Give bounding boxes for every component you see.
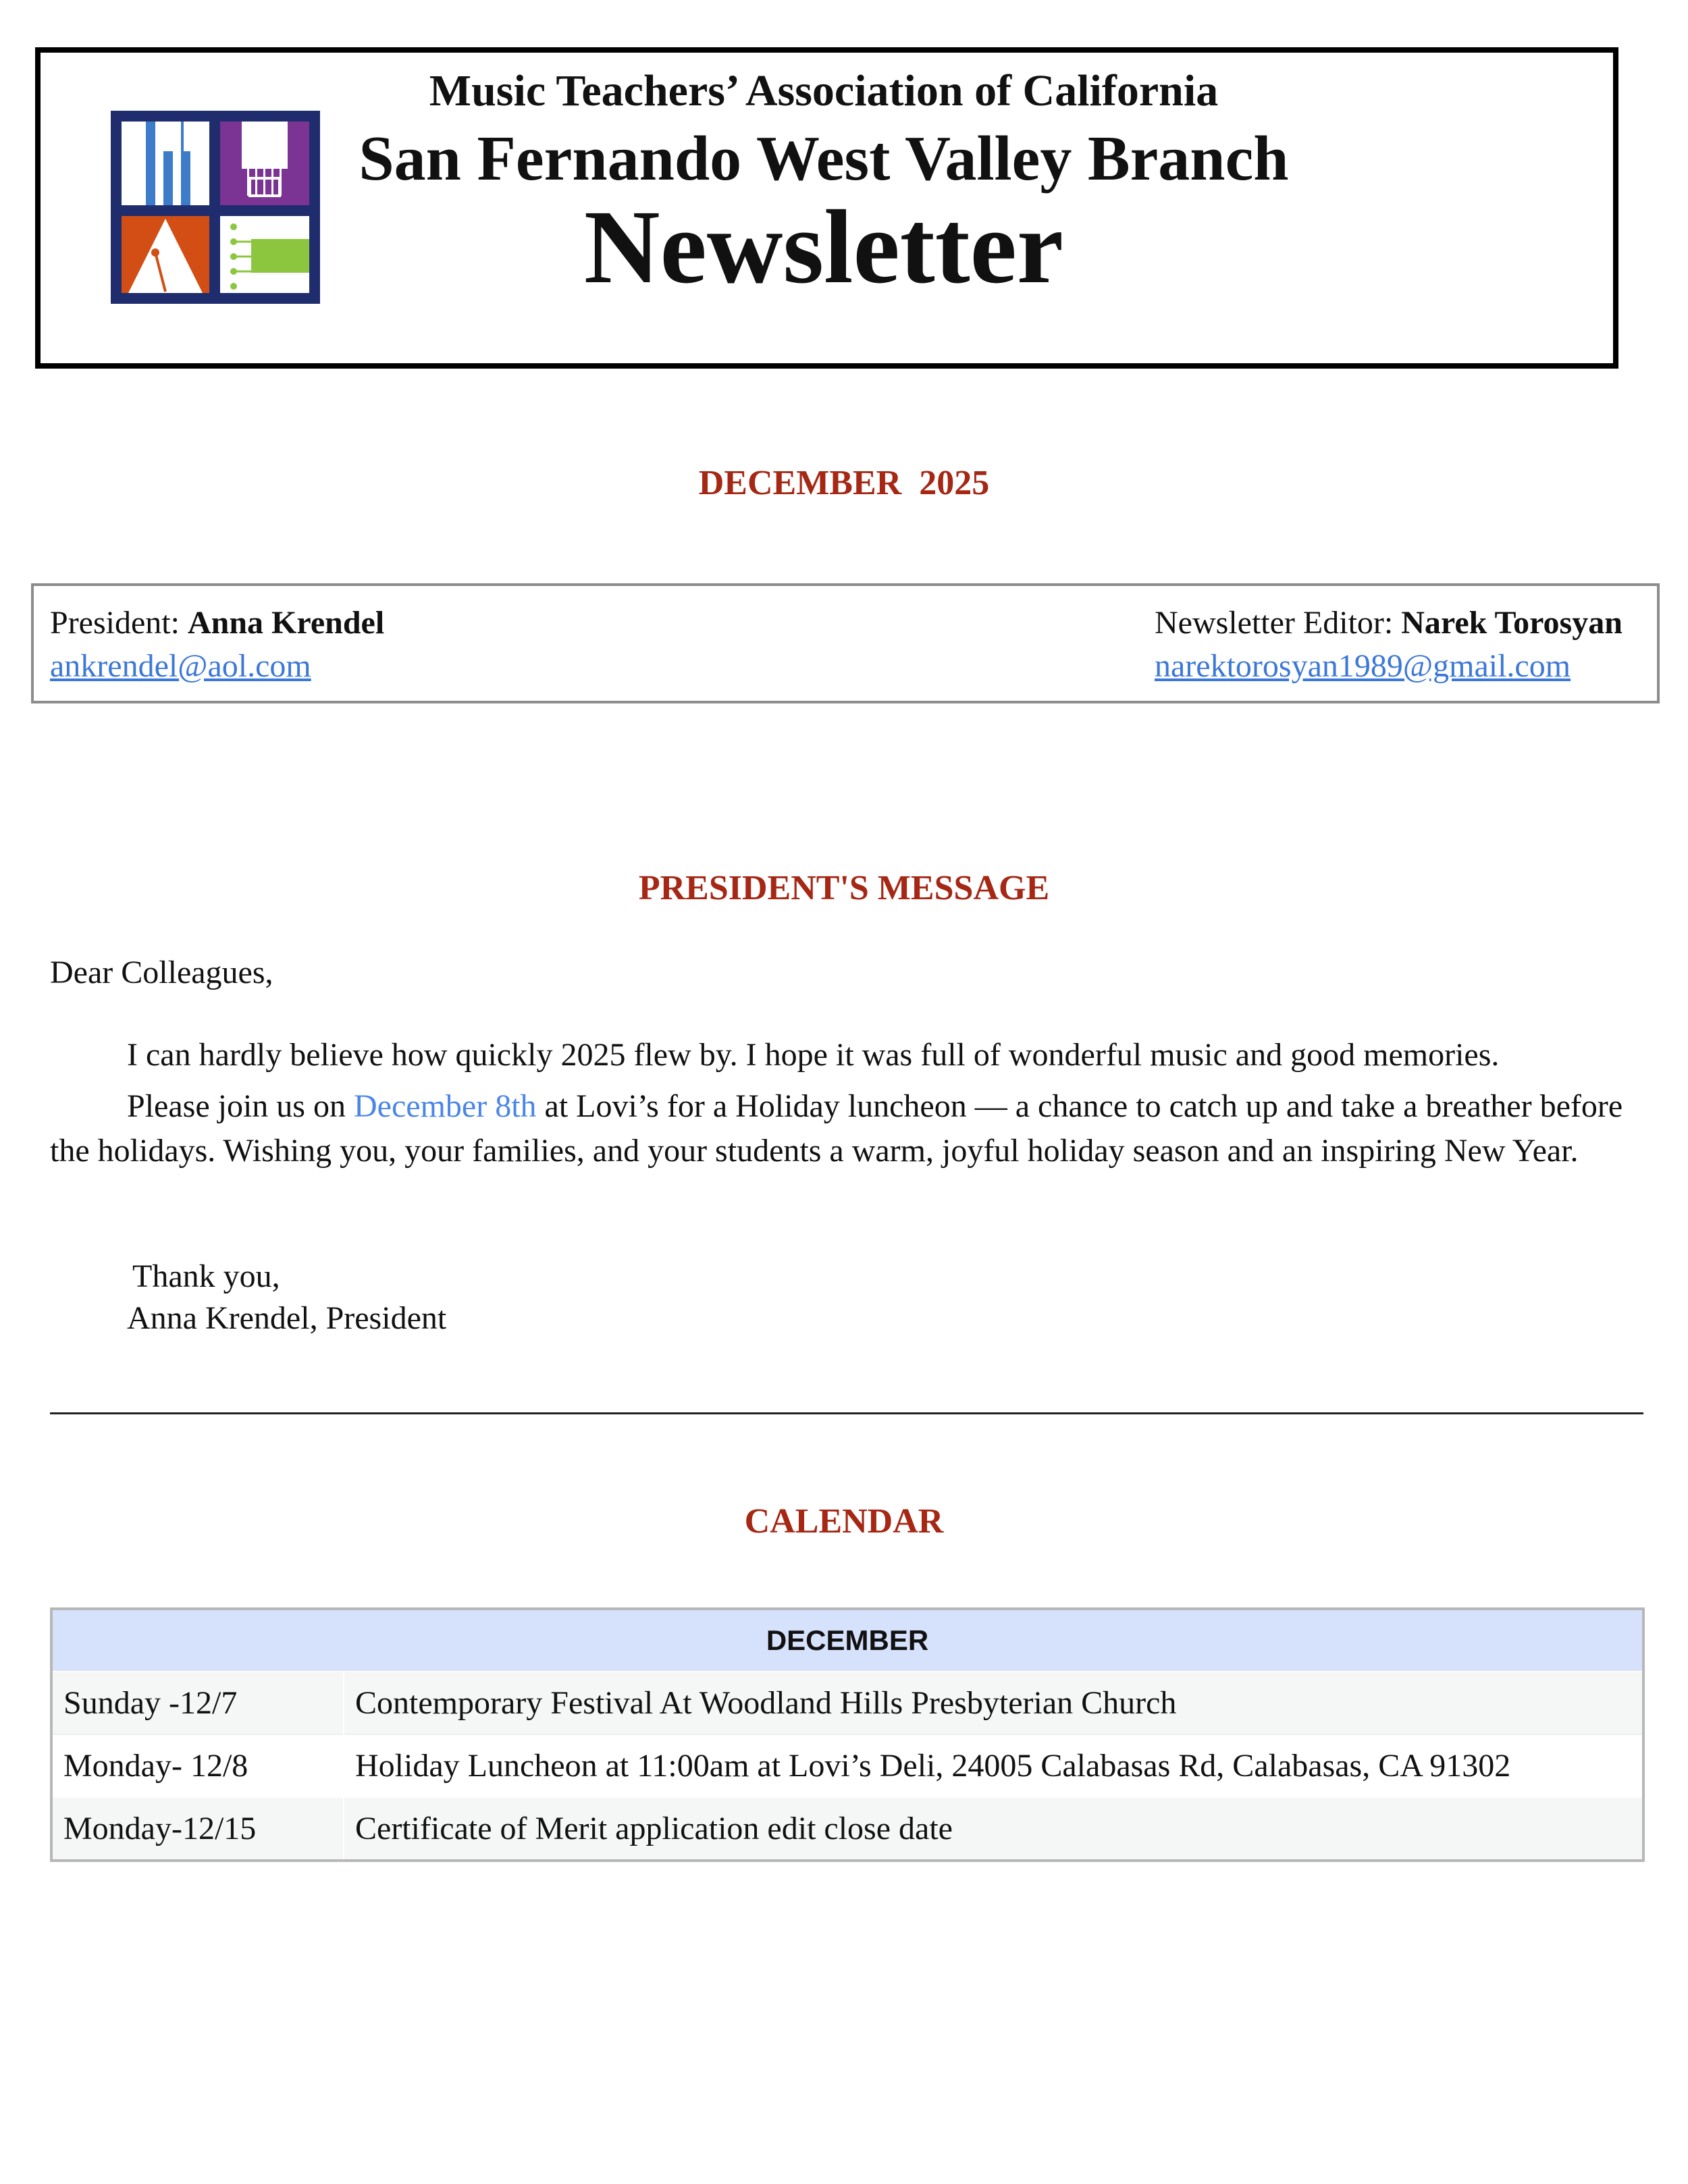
editor-label: Newsletter Editor: bbox=[1155, 605, 1394, 641]
table-row bbox=[51, 1797, 1643, 1861]
luncheon-date-highlight: December 8th bbox=[353, 1088, 537, 1124]
branch-name: San Fernando West Valley Branch bbox=[359, 124, 1289, 194]
presidents-message-heading: PRESIDENT'S MESSAGE bbox=[638, 869, 1050, 907]
event-description: Certificate of Merit application edit close date bbox=[344, 1797, 1643, 1861]
table-row bbox=[51, 1672, 1643, 1734]
paragraph-2-end: at Lovi’s for a Holiday luncheon — a chance to catch up and take a breather before the holidays. Wishing you, your families, and your students a warm, joyful holiday season and an inspiring New Year. bbox=[50, 1088, 1623, 1169]
date-heading: DECEMBER 2025 bbox=[698, 464, 990, 502]
event-day: Monday-12/15 bbox=[51, 1797, 344, 1861]
editor-name: Narek Torosyan bbox=[1401, 605, 1623, 641]
message-paragraph-1: I can hardly believe how quickly 2025 flew by. I hope it was full of wonderful music and good memories. bbox=[127, 1037, 1500, 1073]
president-name: Anna Krendel bbox=[187, 605, 385, 641]
editor-contact bbox=[1155, 602, 1623, 644]
newsletter-title: Newsletter bbox=[583, 188, 1064, 305]
salutation: Dear Colleagues, bbox=[50, 955, 273, 990]
event-day: Sunday -12/7 bbox=[51, 1672, 344, 1734]
org-name: Music Teachers’ Association of California bbox=[429, 66, 1219, 115]
calendar-header-row bbox=[51, 1609, 1643, 1672]
president-email-link[interactable]: ankrendel@aol.com bbox=[50, 648, 311, 684]
table-row bbox=[51, 1734, 1643, 1797]
event-day: Monday- 12/8 bbox=[51, 1734, 344, 1797]
signature: Anna Krendel, President bbox=[127, 1300, 447, 1336]
section-divider bbox=[50, 1412, 1643, 1414]
president-contact bbox=[50, 602, 384, 644]
closing: Thank you, bbox=[132, 1258, 280, 1294]
president-label: President: bbox=[50, 605, 180, 641]
editor-email-link[interactable]: narektorosyan1989@gmail.com bbox=[1155, 648, 1571, 684]
event-description: Contemporary Festival At Woodland Hills Presbyterian Church bbox=[344, 1672, 1643, 1734]
mtac-logo bbox=[111, 111, 320, 304]
calendar-heading: CALENDAR bbox=[744, 1502, 944, 1541]
paragraph-2-start: Please join us on bbox=[127, 1088, 354, 1124]
calendar-table bbox=[50, 1607, 1645, 1862]
message-paragraph-2 bbox=[50, 1084, 1643, 1173]
event-description: Holiday Luncheon at 11:00am at Lovi’s Deli, 24005 Calabasas Rd, Calabasas, CA 91302 bbox=[344, 1734, 1643, 1797]
calendar-month: DECEMBER bbox=[51, 1609, 1643, 1672]
